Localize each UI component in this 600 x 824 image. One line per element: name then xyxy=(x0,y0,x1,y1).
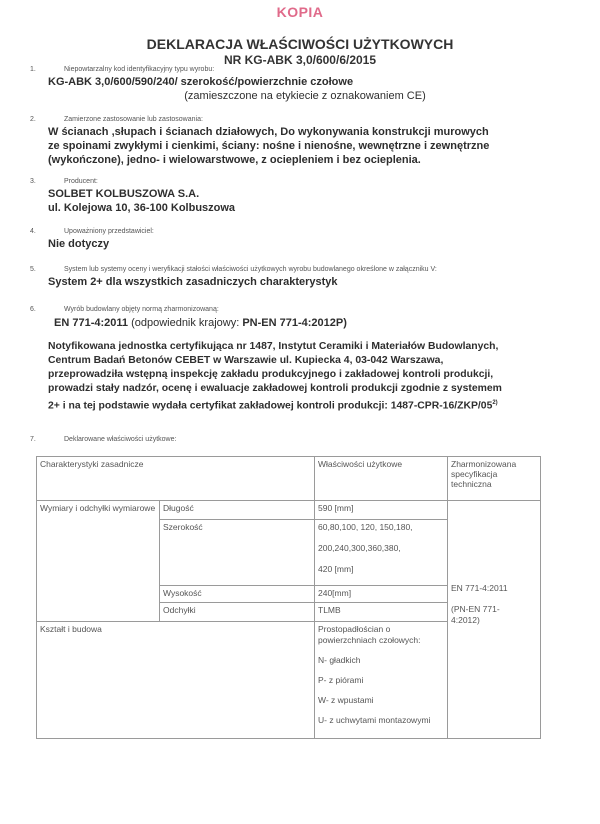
copy-stamp: KOPIA xyxy=(276,4,324,20)
group-dimensions: Wymiary i odchyłki wymiarowe xyxy=(37,501,160,622)
row-name: Szerokość xyxy=(160,520,315,586)
group-shape: Kształt i budowa xyxy=(37,622,315,739)
shape-line: W- z wpustami xyxy=(318,695,374,705)
product-code-note: (zamieszczone na etykiecie z oznakowaniem CE) xyxy=(184,90,426,102)
table-row xyxy=(37,501,541,520)
shape-value xyxy=(315,622,448,739)
notified-line-2: Centrum Badań Betonów CEBET w Warszawie ul. Kupiecka 4, 03-042 Warszawa, xyxy=(48,355,444,366)
manufacturer-name: SOLBET KOLBUSZOWA S.A. xyxy=(48,188,200,200)
section-number: 6. xyxy=(30,306,36,313)
spec-line-1: EN 771-4:2011 xyxy=(451,583,508,593)
intended-use-line-2: ze spoinami zwykłymi i cienkimi, ściany: nośne i nienośne, wewnętrzne i zewnętrzne xyxy=(48,140,490,152)
section-number: 1. xyxy=(30,66,36,73)
shape-line: N- gładkich xyxy=(318,655,361,665)
footnote-marker: 2) xyxy=(492,400,498,406)
declaration-number: NR KG-ABK 3,0/600/6/2015 xyxy=(223,53,377,67)
header-specification: Zharmonizowana specyfikacja techniczna xyxy=(448,457,541,501)
row-value xyxy=(315,520,448,586)
document-title: DEKLARACJA WŁAŚCIWOŚCI UŻYTKOWYCH xyxy=(146,36,454,52)
manufacturer-address: ul. Kolejowa 10, 36-100 Kolbuszowa xyxy=(48,202,236,214)
row-name: Długość xyxy=(160,501,315,520)
shape-line: Prostopadłościan o xyxy=(318,624,391,634)
spec-line-3: 4:2012) xyxy=(451,615,480,625)
notified-line-1: Notyfikowana jednostka certyfikująca nr 1487, Instytut Ceramiki i Materiałów Budowlanych, xyxy=(48,341,499,352)
intended-use-line-1: W ścianach ,słupach i ścianach działowych, Do wykonywania konstrukcji murowych xyxy=(48,126,489,138)
row-value: 590 [mm] xyxy=(315,501,448,520)
shape-line: P- z piórami xyxy=(318,675,364,685)
section-number: 4. xyxy=(30,228,36,235)
value-line: 60,80,100, 120, 150,180, xyxy=(318,522,413,532)
section-label: Zamierzone zastosowanie lub zastosowania: xyxy=(64,116,203,123)
section-number: 2. xyxy=(30,116,36,123)
section-label: Upoważniony przedstawiciel: xyxy=(64,228,154,235)
spec-line-2: (PN-EN 771- xyxy=(451,604,500,614)
section-number: 3. xyxy=(30,178,36,185)
shape-line: powierzchniach czołowych: xyxy=(318,635,421,645)
value-line: 200,240,300,360,380, xyxy=(318,543,401,553)
notified-line-3: przeprowadziła wstępną inspekcję zakładu produkcyjnego i zakładowej kontroli produkcji, xyxy=(48,369,494,380)
value-line: 420 [mm] xyxy=(318,564,354,574)
standard-pn: PN-EN 771-4:2012P) xyxy=(242,317,347,329)
section-label: Niepowtarzalny kod identyfikacyjny typu wyrobu: xyxy=(64,66,215,73)
section-number: 7. xyxy=(30,436,36,443)
assessment-system: System 2+ dla wszystkich zasadniczych charakterystyk xyxy=(48,276,338,288)
notified-line-4: prowadzi stały nadzór, ocenę i ewaluacje zakładowej kontroli produkcji zgodnie z systemem xyxy=(48,383,502,394)
harmonised-standard xyxy=(54,316,347,330)
specification-cell xyxy=(448,501,541,739)
certificate-line: 2+ i na tej podstawie wydała certyfikat zakładowej kontroli produkcji: 1487-CPR-16/ZKP/05 xyxy=(48,400,493,412)
performance-table xyxy=(36,456,541,739)
standard-equivalent-label: (odpowiednik krajowy: xyxy=(131,317,240,329)
intended-use-line-3: (wykończone), jedno- i wielowarstwowe, z ociepleniem i bez ocieplenia. xyxy=(48,154,421,166)
row-value: 240[mm] xyxy=(315,586,448,603)
shape-line: U- z uchwytami montazowymi xyxy=(318,715,431,725)
section-label: Producent: xyxy=(64,178,98,185)
row-name: Odchyłki xyxy=(160,603,315,622)
notified-line-5 xyxy=(48,396,573,413)
section-label: Deklarowane właściwości użytkowe: xyxy=(64,436,177,443)
representative-value: Nie dotyczy xyxy=(48,238,110,250)
header-performance: Właściwości użytkowe xyxy=(315,457,448,501)
standard-en: EN 771-4:2011 xyxy=(54,317,128,329)
section-number: 5. xyxy=(30,266,36,273)
section-label: System lub systemy oceny i weryfikacji stałości właściwości użytkowych wyrobu budowlanego określone w załączniku V: xyxy=(64,266,437,273)
table-header-row xyxy=(37,457,541,501)
row-value: TLMB xyxy=(315,603,448,622)
product-code: KG-ABK 3,0/600/590/240/ szerokość/powierzchnie czołowe xyxy=(48,76,354,88)
header-characteristics: Charakterystyki zasadnicze xyxy=(37,457,315,501)
row-name: Wysokość xyxy=(160,586,315,603)
notified-body-paragraph xyxy=(48,340,573,413)
section-label: Wyrób budowlany objęty normą zharmonizowaną: xyxy=(64,306,219,313)
